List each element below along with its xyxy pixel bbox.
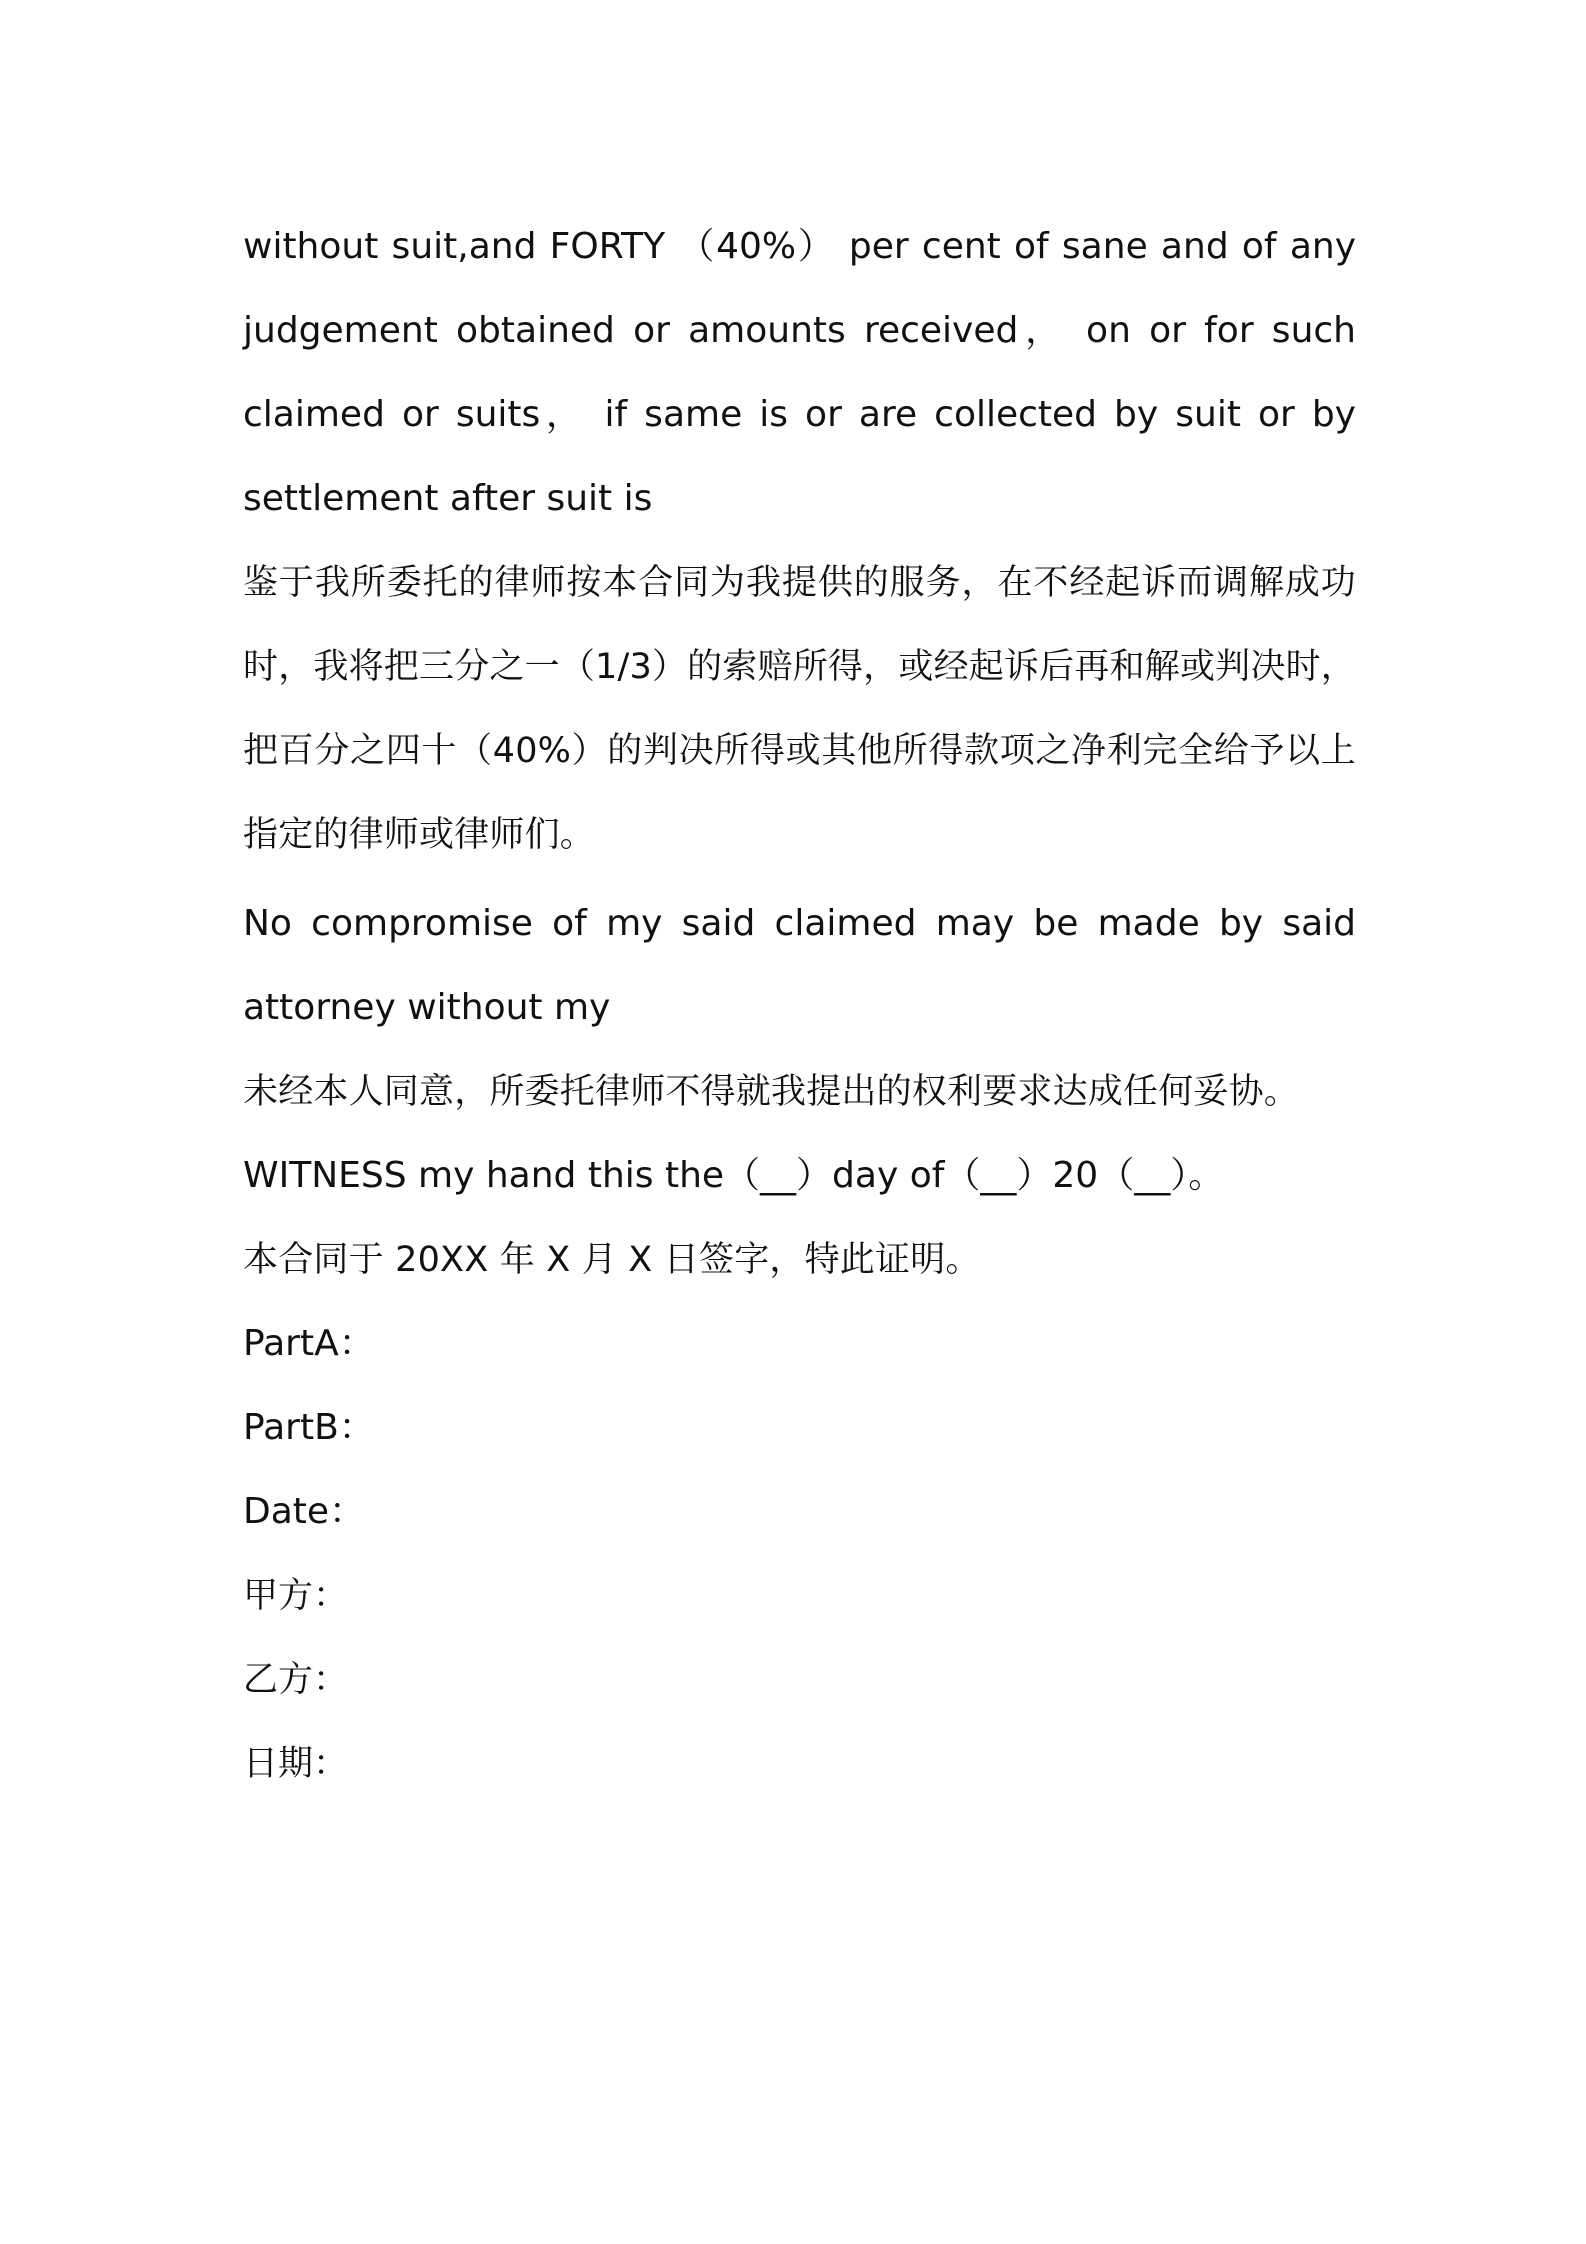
party-b-label-en: PartB： bbox=[243, 1407, 375, 1448]
chinese-signing-line: 本合同于 20XX 年 X 月 X 日签字，特此证明。 bbox=[243, 1240, 981, 1280]
party-a-label-en: PartA： bbox=[243, 1323, 375, 1364]
document-body bbox=[243, 205, 1356, 1806]
signature-section bbox=[243, 1302, 1356, 1806]
chinese-fee-clause: 鉴于我所委托的律师按本合同为我提供的服务，在不经起诉而调解成功时，我将把三分之一（1/3）的索赔所得，或经起诉后再和解或判决时，把百分之四十（40%）的判决所得或其他所得款项之净利完全给予以上指定的律师或律师们。 bbox=[243, 563, 1356, 855]
date-label-en: Date： bbox=[243, 1491, 366, 1532]
party-b-label-zh: 乙方： bbox=[243, 1660, 349, 1700]
date-label-zh: 日期： bbox=[243, 1744, 349, 1784]
english-compromise-clause: No compromise of my said claimed may be made by said attorney without my bbox=[243, 903, 1356, 1028]
english-fee-clause: without suit,and FORTY （40%） per cent of sane and of any judgement obtained or amounts received， on or for such claimed or suits， if same is or are collected by suit or by settlement after suit is bbox=[243, 226, 1356, 519]
party-a-label-zh: 甲方： bbox=[243, 1576, 349, 1616]
english-witness-line: WITNESS my hand this the（__）day of（__）20（__）。 bbox=[243, 1155, 1225, 1196]
chinese-compromise-clause: 未经本人同意，所委托律师不得就我提出的权利要求达成任何妥协。 bbox=[243, 1072, 1300, 1112]
